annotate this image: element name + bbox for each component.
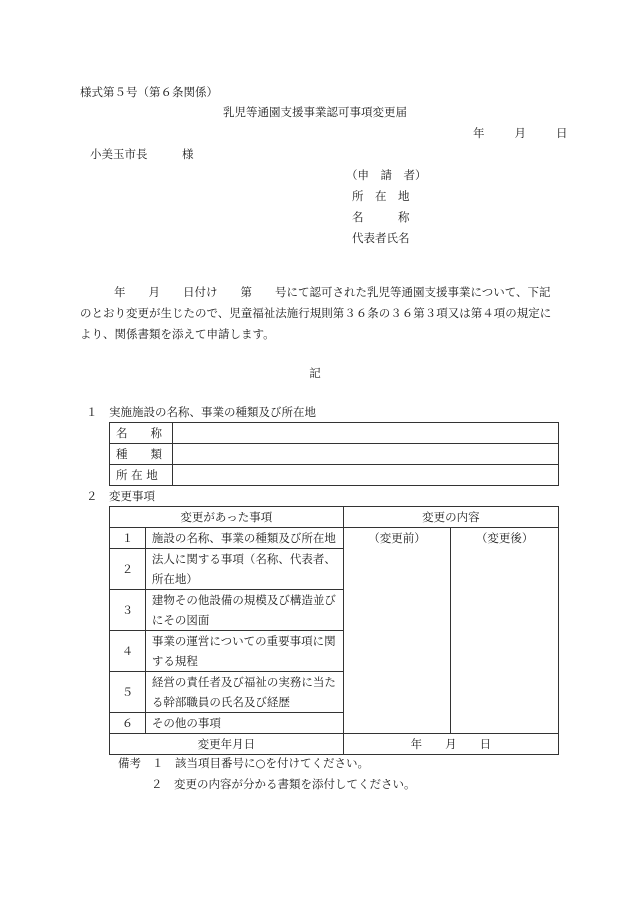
body-paragraph [80, 282, 555, 345]
applicant-name-label: 名 称 [352, 210, 410, 224]
body-line-2: のとおり変更が生じたので、児童福祉法施行規則第３６条の３６第３項又は第４項の規定に [80, 306, 552, 320]
change-date-label: 変更年月日 [110, 734, 344, 755]
applicant-heading: （申 請 者） [346, 168, 427, 182]
item-number[interactable]: ５ [110, 672, 146, 713]
submission-date [473, 126, 568, 140]
facility-name-label: 名 称 [110, 423, 173, 444]
item-number[interactable]: ４ [110, 631, 146, 672]
item-text: 施設の名称、事業の種類及び所在地 [145, 528, 343, 549]
addressee: 小美玉市長 様 [90, 147, 194, 161]
section1-heading: １ 実施施設の名称、事業の種類及び所在地 [86, 405, 316, 419]
col-items-header: 変更があった事項 [110, 507, 344, 528]
facility-row-name [110, 423, 559, 444]
facility-type-label: 種 類 [110, 444, 173, 465]
col-content-header: 変更の内容 [343, 507, 558, 528]
section2-heading: ２ 変更事項 [86, 489, 155, 503]
body-line-1: 年 月 日付け 第 号にて認可された乳児等通園支援事業について、下記 [114, 285, 551, 299]
item-text: その他の事項 [145, 713, 343, 734]
before-cell[interactable] [343, 528, 451, 734]
item-number[interactable]: ２ [110, 549, 146, 590]
after-cell[interactable] [451, 528, 559, 734]
date-year: 年 [473, 126, 485, 140]
item-text: 法人に関する事項（名称、代表者、所在地） [145, 549, 343, 590]
facility-type-field[interactable] [173, 444, 559, 465]
notes-label: 備考 [118, 756, 141, 770]
before-label: （変更前） [368, 531, 426, 545]
change-date-field[interactable]: 年 月 日 [343, 734, 558, 755]
note-2: ２ 変更の内容が分かる書類を添付してください。 [151, 777, 416, 791]
note-1: １ 該当項目番号に○を付けてください。 [151, 756, 370, 770]
form-number: 様式第５号（第６条関係） [80, 85, 218, 99]
applicant-representative-label: 代表者氏名 [352, 231, 410, 245]
item-text: 事業の運営についての重要事項に関する規程 [145, 631, 343, 672]
facility-address-label: 所 在 地 [110, 465, 173, 486]
change-date-row [110, 734, 559, 755]
changes-table [109, 506, 559, 755]
ki-heading: 記 [309, 366, 321, 380]
applicant-address-label: 所 在 地 [352, 189, 410, 203]
changes-row [110, 528, 559, 549]
date-day: 日 [556, 126, 568, 140]
after-label: （変更後） [475, 531, 534, 545]
item-text: 経営の責任者及び福祉の実務に当たる幹部職員の氏名及び経歴 [145, 672, 343, 713]
facility-row-type [110, 444, 559, 465]
document-title: 乳児等通園支援事業認可事項変更届 [223, 105, 407, 119]
changes-header-row [110, 507, 559, 528]
item-number[interactable]: ６ [110, 713, 146, 734]
item-number[interactable]: ３ [110, 590, 146, 631]
item-text: 建物その他設備の規模及び構造並びにその図面 [145, 590, 343, 631]
body-line-3: より、関係書類を添えて申請します。 [80, 327, 275, 341]
facility-row-address [110, 465, 559, 486]
facility-table [109, 422, 559, 486]
facility-name-field[interactable] [173, 423, 559, 444]
item-number[interactable]: １ [110, 528, 146, 549]
date-month: 月 [514, 126, 526, 140]
facility-address-field[interactable] [173, 465, 559, 486]
notes [118, 753, 416, 795]
